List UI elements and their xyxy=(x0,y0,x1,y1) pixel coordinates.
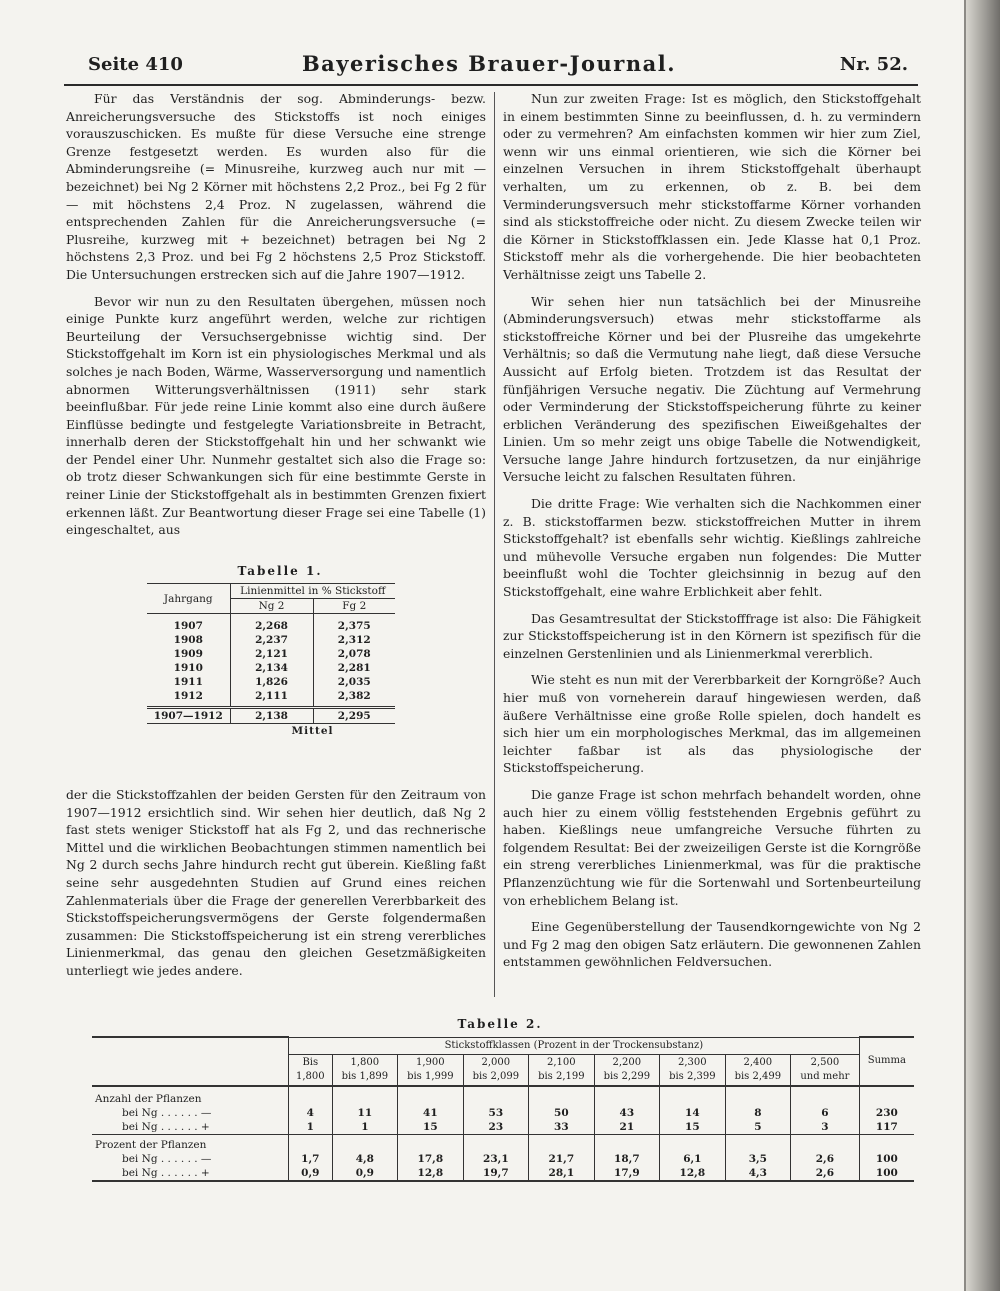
table2-cell: 21 xyxy=(594,1120,660,1135)
table2-cell: 43 xyxy=(594,1106,660,1120)
table2-row-label: bei Ng . . . . . . — xyxy=(122,1152,212,1165)
table2-cell: 23 xyxy=(463,1120,529,1135)
table2-col-header: 2,100 bis 2,199 xyxy=(529,1054,595,1086)
table1-ng: 2,134 xyxy=(230,661,313,675)
table1-year: 1909 xyxy=(173,648,203,660)
table2-cell: 6 xyxy=(791,1106,860,1120)
table2-col-header: 1,800 bis 1,899 xyxy=(332,1054,398,1086)
table2-section-title: Anzahl der Pflanzen xyxy=(95,1092,202,1105)
table2-col-header: Bis 1,800 xyxy=(289,1054,333,1086)
page-header xyxy=(60,48,918,84)
table1-total-year: 1907—1912 xyxy=(147,708,230,724)
table2-sum-cell: 230 xyxy=(859,1106,914,1120)
table1-ng: 2,237 xyxy=(230,633,313,647)
table2-sum-cell: 100 xyxy=(859,1152,914,1166)
table2-cell: 6,1 xyxy=(660,1152,726,1166)
table2-cell: 17,9 xyxy=(594,1166,660,1181)
issue-number: Nr. 52. xyxy=(839,54,908,75)
table1-total-ng: 2,138 xyxy=(230,708,313,724)
table1-total-fg: 2,295 xyxy=(313,708,395,724)
page-number: Seite 410 xyxy=(88,54,183,75)
table2-cell: 41 xyxy=(398,1106,464,1120)
table2-col-header: 2,300 bis 2,399 xyxy=(660,1054,726,1086)
table1-header-group: Linienmittel in % Stickstoff xyxy=(230,584,395,599)
table2-cell: 0,9 xyxy=(332,1166,398,1181)
table2 xyxy=(92,1036,914,1182)
paragraph: Wie steht es nun mit der Vererbbarkeit der Korngröße? Auch hier muß von vorneherein darauf hingewiesen werden, daß äußere Verhältnisse eine große Rolle spielen, doch handelt es sich hier um ein morphologisches Merkmal, das im allgemeinen leichter faßbar ist als das physiologische der Stickstoffspeicherung. xyxy=(503,672,921,776)
table2-cell: 5 xyxy=(725,1120,791,1135)
table1-year: 1911 xyxy=(173,676,203,688)
table1-fg: 2,035 xyxy=(313,675,395,689)
table1-footer: Mittel xyxy=(291,725,334,737)
table2-row-label: bei Ng . . . . . . — xyxy=(122,1106,212,1119)
table1-year: 1910 xyxy=(173,662,203,674)
table2-cell: 17,8 xyxy=(398,1152,464,1166)
journal-title: Bayerisches Brauer-Journal. xyxy=(301,51,677,76)
table2-caption: Tabelle 2. xyxy=(457,1017,543,1031)
table1-year: 1908 xyxy=(173,634,203,646)
left-column-top xyxy=(66,90,486,548)
table1-year: 1912 xyxy=(173,690,203,702)
table1 xyxy=(147,583,395,738)
table2-row-label: bei Ng . . . . . . + xyxy=(92,1166,289,1181)
table2-cell: 33 xyxy=(529,1120,595,1135)
table2-cell: 53 xyxy=(463,1106,529,1120)
table2-cell: 50 xyxy=(529,1106,595,1120)
table1-fg: 2,312 xyxy=(313,633,395,647)
paragraph: Wir sehen hier nun tatsächlich bei der Minusreihe (Abminderungsversuch) etwas mehr stickstoffarme als stickstoffreiche Körner und bei der Plusreihe das umgekehrte Verhältnis; so daß die Vermutung nahe liegt, daß diese Versuche Aussicht auf Erfolg bieten. Trotzdem ist das Resultat der fünfjährigen Versuche negativ. Die Züchtung auf Vermehrung oder Verminderung der Stickstoffspeicherung führte zu keiner erblichen Veränderung des spezifischen Eiweißgehaltes der Linien. Um so mehr zeigt uns obige Tabelle die Notwendigkeit, Versuche lange Jahre hindurch fortzusetzen, da nur einjährige Versuche leicht zu falschen Resultaten führen. xyxy=(503,293,921,485)
table2-cell: 11 xyxy=(332,1106,398,1120)
table1-ng: 2,268 xyxy=(230,614,313,634)
paragraph: Nun zur zweiten Frage: Ist es möglich, den Stickstoffgehalt in einem bestimmten Sinne zu beeinflussen, d. h. zu vermindern oder zu vermehren? Am einfachsten kommen wir hier zum Ziel, wenn wir uns einmal orientieren, wie sich die Körner bei einzelnen Versuchen in ihrem Stickstoffgehalt überhaupt verhalten, um zu erkennen, ob z. B. bei dem Verminderungsversuch mehr stickstoffarme Körner vorhanden sind als stickstoffreiche oder nicht. Zu diesem Zwecke teilen wir die Körner in Stickstoffklassen ein. Jede Klasse hat 0,1 Proz. Stickstoff mehr als die vorhergehende. Die hier beobachteten Verhältnisse zeigt uns Tabelle 2. xyxy=(503,91,921,282)
table2-cell: 14 xyxy=(660,1106,726,1120)
table2-col-header: 2,200 bis 2,299 xyxy=(594,1054,660,1086)
table1-ng: 1,826 xyxy=(230,675,313,689)
table2-cell: 15 xyxy=(398,1120,464,1135)
table1-ng: 2,121 xyxy=(230,647,313,661)
table2-cell: 21,7 xyxy=(529,1152,595,1166)
table2-col-header: 2,400 bis 2,499 xyxy=(725,1054,791,1086)
table2-cell: 15 xyxy=(660,1120,726,1135)
table2-row-label: bei Ng . . . . . . + xyxy=(122,1120,210,1133)
table2-section-title: Prozent der Pflanzen xyxy=(92,1134,289,1152)
table2-cell: 12,8 xyxy=(660,1166,726,1181)
table2-cell: 0,9 xyxy=(289,1166,333,1181)
table2-sum-header: Summa xyxy=(859,1037,914,1086)
table1-header-year: Jahrgang xyxy=(147,584,230,614)
table2-cell: 3 xyxy=(791,1120,860,1135)
table2-cell: 4,8 xyxy=(332,1152,398,1166)
table2-cell: 1 xyxy=(332,1120,398,1135)
table1-fg: 2,281 xyxy=(313,661,395,675)
table2-cell: 2,6 xyxy=(791,1152,860,1166)
table2-cell: 1 xyxy=(289,1120,333,1135)
table1-year: 1907 xyxy=(173,620,203,632)
table2-col-header: 2,000 bis 2,099 xyxy=(463,1054,529,1086)
table2-col-header: 1,900 bis 1,999 xyxy=(398,1054,464,1086)
right-column xyxy=(503,90,921,980)
paragraph: Die dritte Frage: Wie verhalten sich die Nachkommen einer z. B. stickstoffarmen bezw. stickstoffreichen Mutter in ihrem Stickstoffgehalt? ist ebenfalls sehr wichtig. Kießlings zahlreiche und mühevolle Versuche ergaben nun folgendes: Die Mutter beeinflußt wohl die Tochter gleichsinnig in bezug auf den Stickstoffgehalt, eine wahre Erblichkeit aber fehlt. xyxy=(503,496,921,600)
paragraph: Das Gesamtresultat der Stickstofffrage ist also: Die Fähigkeit zur Stickstoffspeicherung ist in den Körnern ist spezifisch für die einzelnen Gerstenlinien und als Linienmerkmal vererblich. xyxy=(503,610,921,661)
table1-header-fg: Fg 2 xyxy=(313,599,395,614)
table2-cell: 18,7 xyxy=(594,1152,660,1166)
header-rule xyxy=(64,84,918,86)
table2-cell: 12,8 xyxy=(398,1166,464,1181)
table1-header-ng: Ng 2 xyxy=(230,599,313,614)
table2-cell: 23,1 xyxy=(463,1152,529,1166)
table1-fg: 2,078 xyxy=(313,647,395,661)
table2-cell: 8 xyxy=(725,1106,791,1120)
table1-fg: 2,375 xyxy=(313,614,395,634)
table2-cell: 3,5 xyxy=(725,1152,791,1166)
table2-group-header: Stickstoffklassen (Prozent in der Trockensubstanz) xyxy=(289,1037,860,1054)
book-spine xyxy=(966,0,1000,1291)
paragraph: Für das Verständnis der sog. Abminderungs- bezw. Anreicherungsversuche des Stickstoffs ist noch einiges vorauszuschicken. Es mußte für diese Versuche eine strenge Grenze festgesetzt werden. Es wurden also für die Abminderungsreihe (= Minusreihe, kurzweg auch nur mit — bezeichnet) bei Ng 2 Körner mit höchstens 2,2 Proz., bei Fg 2 für — mit höchstens 2,4 Proz. N zugelassen, während die entsprechenden Zahlen für die Anreicherungsversuche (= Plusreihe, kurzweg mit + bezeichnet) betragen bei Ng 2 höchstens 2,3 Proz. und bei Fg 2 höchstens 2,5 Proz Stickstoff. Die Untersuchungen erstrecken sich auf die Jahre 1907—1912. xyxy=(66,91,486,282)
table1-caption: Tabelle 1. xyxy=(237,564,323,578)
paragraph: der die Stickstoffzahlen der beiden Gersten für den Zeitraum von 1907—1912 ersichtlich sind. Wir sehen hier deutlich, daß Ng 2 fast stets weniger Stickstoff hat als Fg 2, und das rechnerische Mittel und die wirklichen Beobachtungen stimmen namentlich bei Ng 2 durch sechs Jahre hindurch recht gut überein. Kießling faßt seine sehr ausgedehnten Studien auf Grund eines reichen Zahlenmaterials über die Frage der generellen Vererbbarkeit des Stickstoffspeicherungsvermögens der Gerste folgendermaßen zusammen: Die Stickstoffspeicherung ist ein streng vererbliches Linienmerkmal, das genau den gleichen Gesetzmäßigkeiten unterliegt wie jedes andere. xyxy=(66,787,486,978)
table2-cell: 4,3 xyxy=(725,1166,791,1181)
paragraph: Die ganze Frage ist schon mehrfach behandelt worden, ohne auch hier zu einem völlig feststehenden Ergebnis geführt zu haben. Kießlings neue umfangreiche Versuche führten zu folgendem Resultat: Bei der zweizeiligen Gerste ist die Korngröße ein streng vererbliches Linienmerkmal, was für die praktische Pflanzenzüchtung wie für die Sortenwahl und Sortenbeurteilung von erheblichem Belang ist. xyxy=(503,786,921,908)
paragraph: Eine Gegenüberstellung der Tausendkorngewichte von Ng 2 und Fg 2 mag den obigen Satz erläutern. Die gewonnenen Zahlen entstammen gewöhnlichen Feldversuchen. xyxy=(503,919,921,970)
column-divider xyxy=(494,92,495,997)
table2-cell: 28,1 xyxy=(529,1166,595,1181)
table2-sum-cell: 100 xyxy=(859,1166,914,1181)
paragraph: Bevor wir nun zu den Resultaten übergehen, müssen noch einige Punkte kurz angeführt werden, welche zur richtigen Beurteilung der Versuchsergebnisse wichtig sind. Der Stickstoffgehalt im Korn ist ein physiologisches Merkmal und als solches je nach Boden, Wärme, Wasserversorgung und namentlich abnormen Witterungsverhältnissen (1911) sehr stark beeinflußbar. Für jede reine Linie kommt also eine durch äußere Einflüsse bedingte und festgelegte Variationsbreite in Betracht, innerhalb deren der Stickstoffgehalt hin und her schwankt wie der Pendel einer Uhr. Nunmehr gestaltet sich also die Frage so: ob trotz dieser Schwankungen sich für eine bestimmte Gerste in reiner Linie der Stickstoffgehalt als in bestimmten Grenzen fixiert erkennen läßt. Zur Beantwortung dieser Frage sei eine Tabelle (1) eingeschaltet, aus xyxy=(66,293,486,538)
table2-col-header: 2,500 und mehr xyxy=(791,1054,860,1086)
left-column-bottom xyxy=(66,786,486,989)
table2-cell: 1,7 xyxy=(289,1152,333,1166)
table1-fg: 2,382 xyxy=(313,689,395,708)
table2-cell: 19,7 xyxy=(463,1166,529,1181)
table2-sum-cell: 117 xyxy=(859,1120,914,1135)
table1-ng: 2,111 xyxy=(230,689,313,708)
table2-cell: 4 xyxy=(289,1106,333,1120)
table2-cell: 2,6 xyxy=(791,1166,860,1181)
